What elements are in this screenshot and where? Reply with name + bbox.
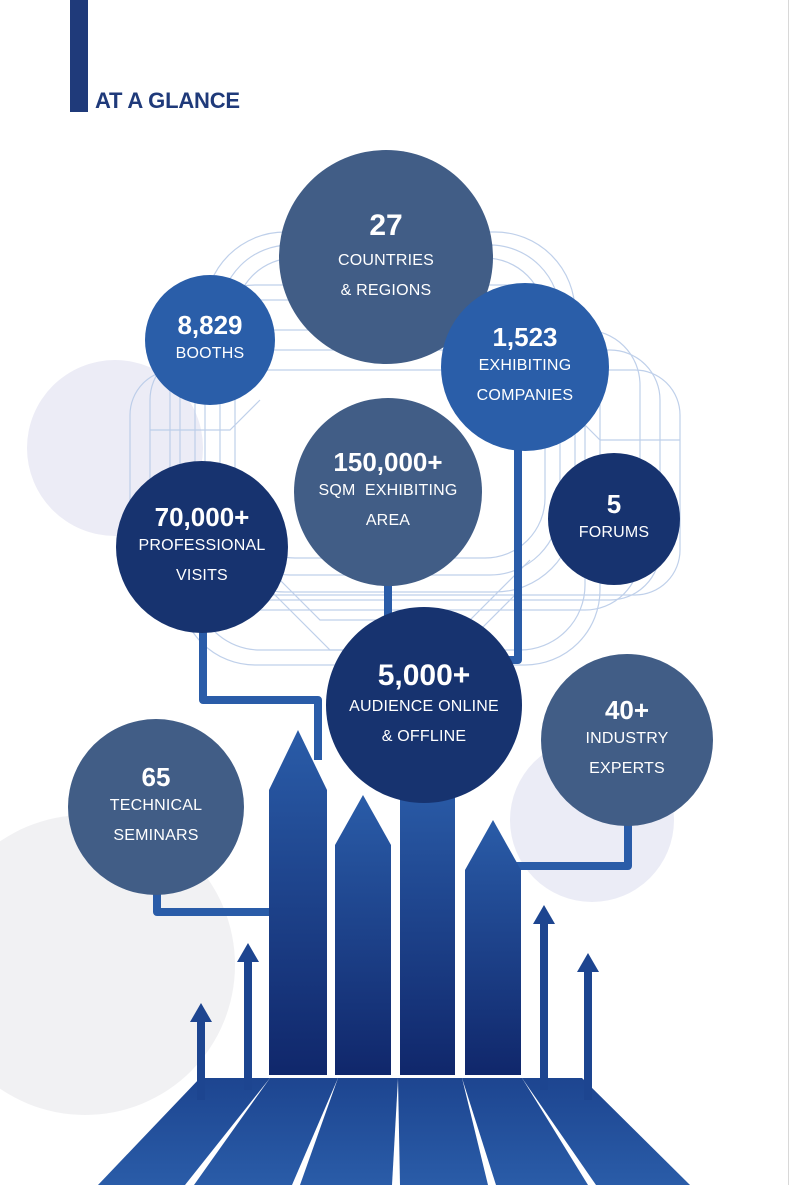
- big-arrow-1: [269, 730, 327, 1075]
- stat-technical-seminars: [68, 719, 244, 895]
- stat-forums-value: 5: [606, 488, 622, 519]
- stat-booths-label: BOOTHS: [175, 345, 245, 363]
- stat-exhibiting-label-1: EXHIBITING: [478, 357, 572, 375]
- stat-exhibiting-companies: [441, 283, 609, 451]
- stat-audience-label-1: AUDIENCE ONLINE: [349, 697, 499, 715]
- stat-visits-label-2: VISITS: [176, 567, 228, 585]
- stat-experts-value: 40+: [604, 694, 650, 725]
- stat-exhibiting-label-2: COMPANIES: [476, 387, 574, 405]
- stat-professional-visits: [116, 461, 288, 633]
- stat-audience-label-2: & OFFLINE: [381, 727, 467, 745]
- stat-seminars-label-2: SEMINARS: [113, 827, 199, 845]
- stat-countries-value: 27: [369, 208, 403, 242]
- stat-booths: [145, 275, 275, 405]
- page-title: AT A GLANCE: [95, 88, 240, 113]
- stat-seminars-value: 65: [141, 761, 171, 792]
- stat-seminars-label-1: TECHNICAL: [109, 797, 203, 815]
- stat-exhibiting-area: [294, 398, 482, 586]
- big-arrow-3: [400, 780, 455, 1075]
- stat-countries-label-2: & REGIONS: [340, 281, 432, 299]
- stat-area-value: 150,000+: [333, 446, 443, 477]
- stat-booths-value: 8,829: [177, 309, 243, 340]
- stat-audience: [326, 607, 522, 803]
- stat-industry-experts: [541, 654, 713, 826]
- big-arrow-2: [335, 795, 391, 1075]
- stat-area-label-2: AREA: [365, 512, 411, 530]
- perspective-floor: [98, 1078, 690, 1185]
- stat-experts-label-2: EXPERTS: [589, 760, 665, 778]
- thin-arrows: [190, 905, 599, 1100]
- stat-visits-label-1: PROFESSIONAL: [138, 537, 266, 555]
- stat-visits-value: 70,000+: [154, 501, 250, 532]
- stat-exhibiting-value: 1,523: [492, 321, 558, 352]
- stat-audience-value: 5,000+: [377, 658, 471, 692]
- stat-forums-label: FORUMS: [578, 524, 650, 542]
- stat-countries-label-1: COUNTRIES: [337, 251, 435, 269]
- big-arrow-4: [465, 820, 521, 1075]
- stat-area-label-1: SQM EXHIBITING: [318, 482, 458, 500]
- stat-experts-label-1: INDUSTRY: [585, 730, 669, 748]
- stat-forums: [548, 453, 680, 585]
